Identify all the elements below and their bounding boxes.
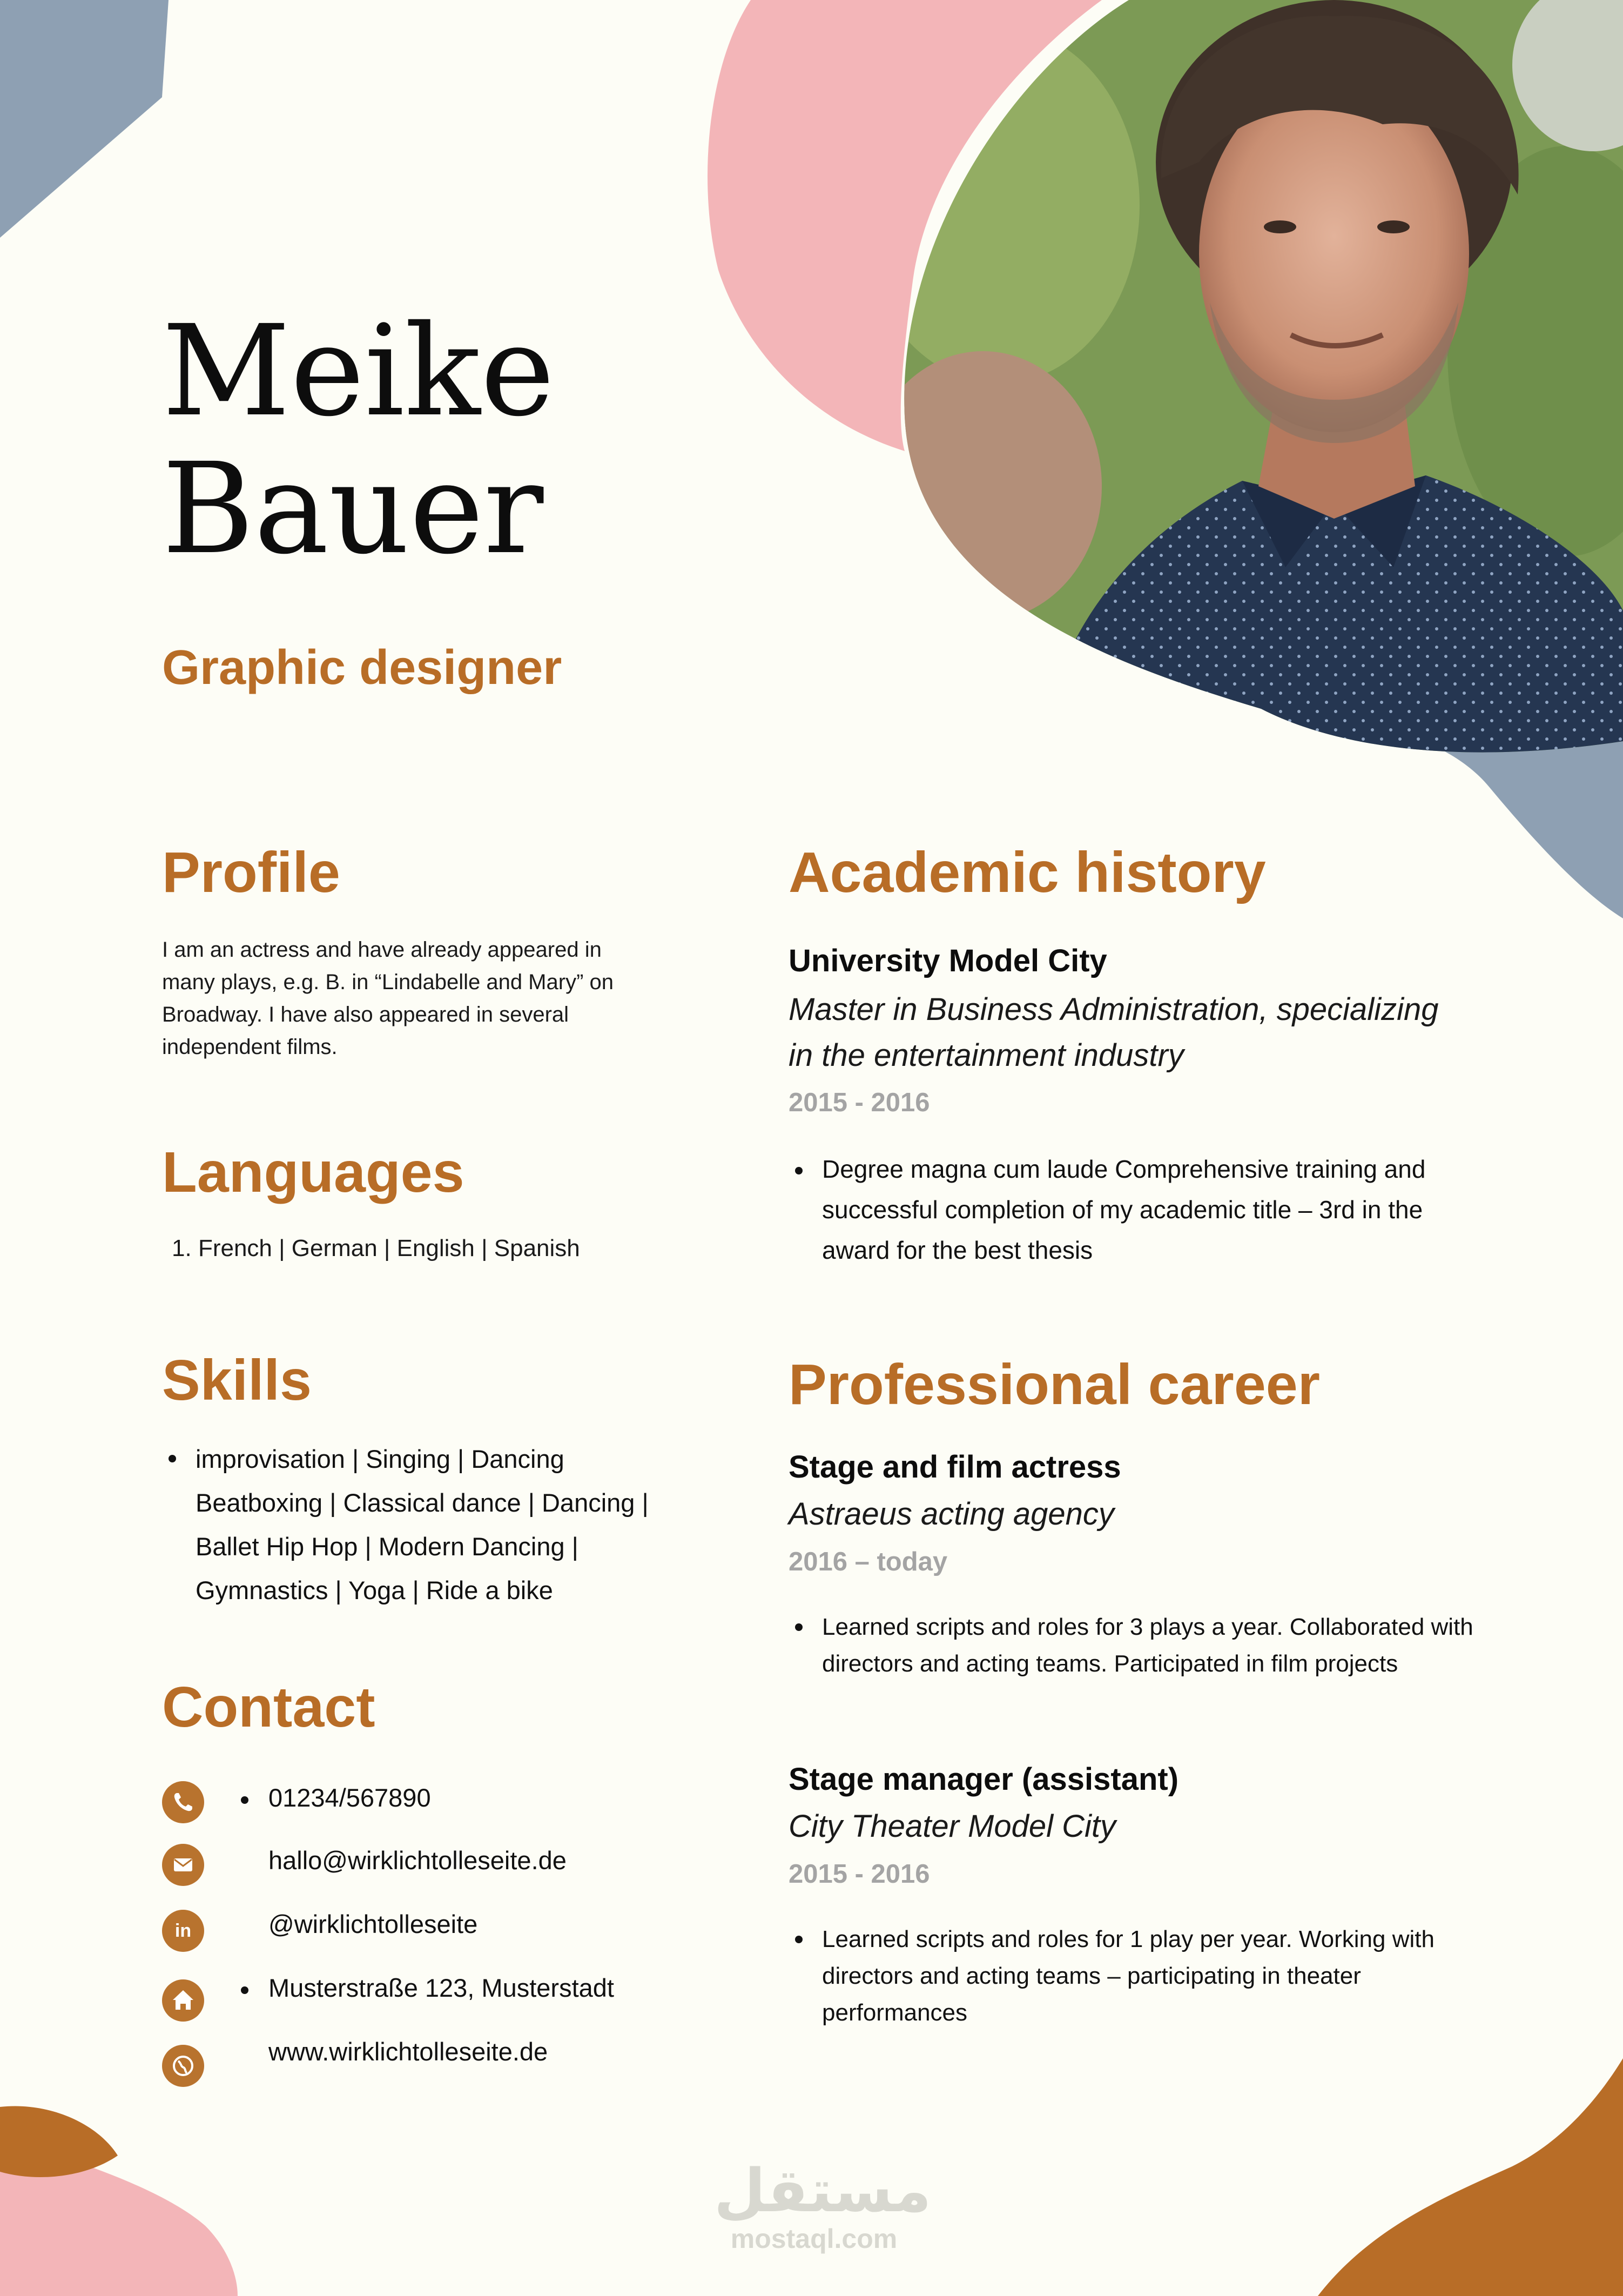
slate-blob-top-left [0, 0, 169, 238]
academic-bullet: Degree magna cum laude Comprehensive training and successful completion of my academic title – 3rd in the award for the best thesis [789, 1149, 1474, 1271]
academic-details [789, 1149, 1474, 1271]
first-name: Meike [162, 298, 555, 444]
job-bullet: Learned scripts and roles for 1 play per year. Working with directors and acting teams – participating in theater performances [789, 1921, 1474, 2031]
skills-section [162, 1437, 664, 1612]
job-title: Stage and film actress [789, 1449, 1121, 1485]
job-years: 2016 – today [789, 1547, 948, 1576]
academic-years: 2015 - 2016 [789, 1088, 930, 1117]
contact-address: Musterstraße 123, Musterstadt [268, 1973, 614, 2002]
brown-blob-bottom-left [0, 2106, 118, 2177]
languages-heading: Languages [162, 1140, 464, 1204]
profile-text: I am an actress and have already appeared in many plays, e.g. B. in “Lindabelle and Mary” on Broadway. I have also appeared in several independent films. [162, 938, 614, 1059]
contact-website[interactable]: www.wirklichtolleseite.de [268, 2037, 548, 2066]
languages-number: 1. [172, 1235, 192, 1261]
job-bullet: Learned scripts and roles for 3 plays a year. Collaborated with directors and acting teams. Participated in film projects [789, 1609, 1485, 1682]
linkedin-icon [162, 1910, 204, 1952]
svg-text:in: in [174, 1921, 192, 1941]
skills-item: improvisation | Singing | Dancing Beatboxing | Classical dance | Dancing | Ballet Hip Hop | Modern Dancing | Gymnastics | Yoga | Ride a bike [162, 1437, 664, 1612]
job-company: City Theater Model City [789, 1809, 1116, 1844]
job-title: Stage manager (assistant) [789, 1762, 1179, 1797]
brown-blob-bottom-right [1318, 2058, 1623, 2296]
contact-heading: Contact [162, 1675, 375, 1739]
job-years: 2015 - 2016 [789, 1859, 930, 1889]
name-title [162, 298, 555, 582]
watermark [714, 2156, 932, 2254]
contact-bullet [241, 1986, 248, 1994]
contact-phone[interactable]: 01234/567890 [268, 1783, 431, 1812]
academic-degree: Master in Business Administration, specializing in the entertainment industry [789, 992, 1439, 1073]
job-details [789, 1921, 1474, 2031]
academic-institution: University Model City [789, 943, 1107, 978]
contact-bullet [241, 1796, 248, 1804]
skills-heading: Skills [162, 1348, 312, 1412]
languages-item: French | German | English | Spanish [198, 1235, 580, 1261]
contact-linkedin[interactable]: @wirklichtolleseite [268, 1910, 478, 1938]
last-name: Bauer [162, 436, 544, 582]
academic-heading: Academic history [789, 841, 1266, 904]
phone-icon [162, 1781, 204, 1823]
watermark-arabic: مستقل [714, 2156, 932, 2225]
globe-icon [162, 2045, 204, 2087]
languages-list [172, 1232, 580, 1265]
career-heading: Professional career [789, 1353, 1320, 1416]
home-icon [162, 1979, 204, 2022]
profile-heading: Profile [162, 841, 340, 904]
contact-email[interactable]: hallo@wirklichtolleseite.de [268, 1846, 567, 1875]
watermark-latin: mostaql.com [730, 2224, 898, 2254]
job-company: Astraeus acting agency [789, 1496, 1114, 1532]
mail-icon [162, 1844, 204, 1886]
job-role: Graphic designer [162, 641, 562, 695]
job-details [789, 1609, 1485, 1682]
